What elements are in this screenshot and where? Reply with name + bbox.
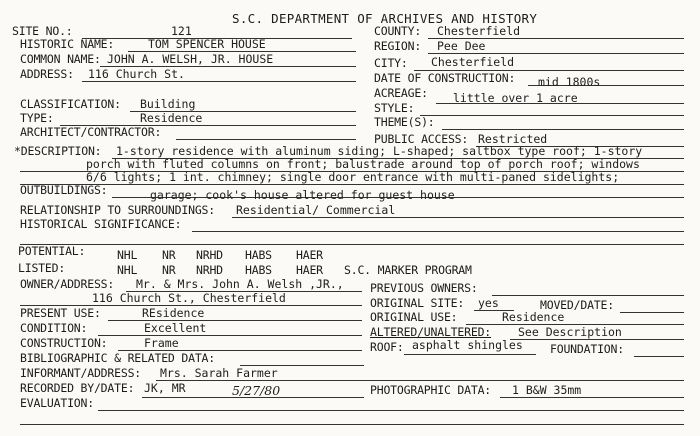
present-use-label: PRESENT USE: <box>20 306 101 320</box>
construction-value: Frame <box>144 336 179 350</box>
potential-haer: HAER <box>296 248 323 262</box>
listed-nhl: NHL <box>117 263 138 277</box>
moved-date-label: MOVED/DATE: <box>540 298 614 312</box>
previous-owners-line <box>492 295 684 296</box>
potential-nhl: NHL <box>117 248 138 262</box>
site-no-label: SITE NO.: <box>12 24 73 38</box>
informant-line <box>156 380 684 381</box>
photographic-data-value: 1 B&W 35mm <box>512 383 582 397</box>
potential-nrhd: NRHD <box>196 248 223 262</box>
outbuildings-label: OUTBUILDINGS: <box>20 183 108 197</box>
marker-program-label: S.C. MARKER PROGRAM <box>344 263 472 277</box>
significance-label: HISTORICAL SIGNIFICANCE: <box>20 217 182 231</box>
common-name-value: JOHN A. WELSH, JR. HOUSE <box>107 52 274 66</box>
architect-label: ARCHITECT/CONTRACTOR: <box>20 125 162 139</box>
roof-value: asphalt shingles <box>412 338 523 352</box>
style-label: STYLE: <box>374 101 415 115</box>
condition-line <box>98 335 362 336</box>
potential-habs: HABS <box>245 248 272 262</box>
evaluation-line-2 <box>20 424 684 425</box>
recorded-date-value: 5/27/80 <box>232 383 281 398</box>
significance-line-1 <box>192 231 684 232</box>
city-value: Chesterfield <box>431 55 515 69</box>
bibliographic-label: BIBLIOGRAPHIC & RELATED DATA: <box>20 351 215 365</box>
listed-nr: NR <box>162 263 176 277</box>
address-value: 116 Church St. <box>88 67 185 81</box>
listed-label: LISTED: <box>18 261 66 275</box>
construction-label: CONSTRUCTION: <box>20 336 108 350</box>
description-text-1: 1-story residence with aluminum siding; L-shaped; saltbox type roof; 1-story <box>116 144 643 158</box>
owner-address-value: 116 Church St., Chesterfield <box>92 291 286 305</box>
recorded-by-value: JK, MR <box>144 381 186 395</box>
common-name-label: COMMON NAME: <box>20 52 101 66</box>
evaluation-label: EVALUATION: <box>20 396 94 410</box>
site-no-value: 121 <box>171 24 192 38</box>
relationship-value: Residential/ Commercial <box>236 203 396 217</box>
owner-label: OWNER/ADDRESS: <box>20 277 115 291</box>
city-label: CITY: <box>374 56 408 70</box>
original-use-label: ORIGINAL USE: <box>370 310 458 324</box>
condition-label: CONDITION: <box>20 321 88 335</box>
region-line <box>428 53 684 54</box>
significance-line-2 <box>20 244 684 245</box>
photographic-data-label: PHOTOGRAPHIC DATA: <box>370 383 492 397</box>
region-label: REGION: <box>374 39 422 53</box>
description-line-3 <box>20 184 684 185</box>
moved-date-line <box>620 312 684 313</box>
type-label: TYPE: <box>20 111 54 125</box>
original-site-value: yes <box>478 296 499 310</box>
date-label: DATE OF CONSTRUCTION: <box>374 71 516 85</box>
acreage-label: ACREAGE: <box>374 86 428 100</box>
potential-label: POTENTIAL: <box>18 244 86 258</box>
theme-line <box>442 129 684 130</box>
public-access-value: Restricted <box>478 132 548 146</box>
potential-nr: NR <box>162 248 176 262</box>
informant-label: INFORMANT/ADDRESS: <box>20 366 142 380</box>
form-title: S.C. DEPARTMENT OF ARCHIVES AND HISTORY <box>232 11 538 26</box>
county-label: COUNTY: <box>374 24 422 38</box>
foundation-line <box>634 356 684 357</box>
altered-label: ALTERED/UNALTERED: <box>370 325 492 339</box>
photographic-data-line <box>500 397 684 398</box>
description-text-3: 6/6 lights; 1 int. chimney; single door entrance with multi-paned sidelights; <box>86 170 620 184</box>
roof-label: ROOF: <box>370 340 404 354</box>
original-use-value: Residence <box>502 310 565 324</box>
relationship-label: RELATIONSHIP TO SURROUNDINGS: <box>20 203 215 217</box>
listed-habs: HABS <box>245 263 272 277</box>
altered-line <box>510 339 684 340</box>
original-site-label: ORIGINAL SITE: <box>370 296 465 310</box>
altered-value: See Description <box>518 325 622 339</box>
acreage-value: little over 1 acre <box>453 91 578 105</box>
classification-value: Building <box>140 97 196 111</box>
address-label: ADDRESS: <box>20 67 74 81</box>
historic-name-value: TOM SPENCER HOUSE <box>148 37 266 51</box>
listed-haer: HAER <box>296 263 323 277</box>
description-label: *DESCRIPTION: <box>14 144 102 158</box>
theme-label: THEME(S): <box>374 115 435 129</box>
condition-value: Excellent <box>144 321 207 335</box>
listed-nrhd: NRHD <box>196 263 223 277</box>
historic-name-label: HISTORIC NAME: <box>20 37 115 51</box>
evaluation-line-1 <box>98 410 684 411</box>
date-value: mid 1800s <box>538 75 601 89</box>
owner-name-value: Mr. & Mrs. John A. Welsh ,JR., <box>136 277 344 291</box>
previous-owners-label: PREVIOUS OWNERS: <box>370 281 478 295</box>
address-line <box>82 81 356 82</box>
foundation-label: FOUNDATION: <box>550 342 624 356</box>
description-text-2: porch with fluted columns on front; balustrade around top of porch roof; windows <box>86 157 640 171</box>
informant-value: Mrs. Sarah Farmer <box>160 366 278 380</box>
outbuildings-value: garage; cook's house altered for guest house <box>150 188 455 202</box>
region-value: Pee Dee <box>437 39 486 53</box>
architect-line <box>176 139 356 140</box>
classification-label: CLASSIFICATION: <box>20 97 121 111</box>
public-access-label: PUBLIC ACCESS: <box>374 132 469 146</box>
roof-line <box>404 354 536 355</box>
type-value: Residence <box>140 111 203 125</box>
present-use-value: REsidence <box>142 306 205 320</box>
style-line <box>420 115 684 116</box>
county-value: Chesterfield <box>437 24 521 38</box>
relationship-line <box>232 217 684 218</box>
recorded-by-label: RECORDED BY/DATE: <box>20 381 135 395</box>
